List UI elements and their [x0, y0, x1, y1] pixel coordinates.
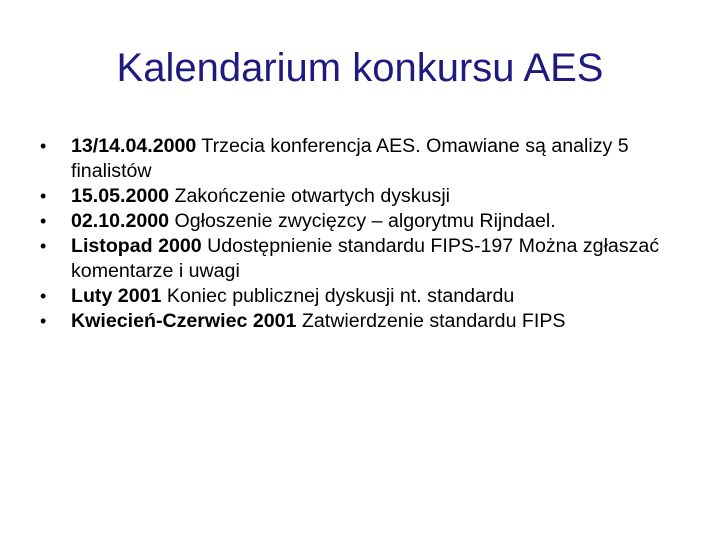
- bullet-icon: •: [40, 311, 47, 331]
- list-item: [40, 309, 700, 334]
- list-item: [40, 234, 700, 284]
- item-date: Luty 2001: [71, 285, 162, 307]
- bullet-icon: •: [40, 186, 47, 206]
- item-text: Koniec publicznej dyskusji nt. standardu: [161, 285, 515, 307]
- list-item: [40, 209, 700, 234]
- item-text: Ogłoszenie zwycięzcy – algorytmu Rijndael.: [169, 210, 556, 232]
- slide-title: Kalendarium konkursu AES: [116, 46, 604, 90]
- item-text: Udostępnienie standardu FIPS-197 Można zgłaszać komentarze i uwagi: [71, 235, 660, 282]
- item-text: Zakończenie otwartych dyskusji: [169, 185, 451, 207]
- bullet-icon: •: [40, 211, 47, 231]
- bullet-icon: •: [40, 236, 47, 256]
- item-text: Trzecia konferencja AES. Omawiane są analizy 5 finalistów: [71, 135, 629, 182]
- list-item: [40, 134, 700, 184]
- bullet-icon: •: [40, 286, 47, 306]
- item-text: Zatwierdzenie standardu FIPS: [296, 310, 566, 332]
- bullet-icon: •: [40, 136, 47, 156]
- list-item: [40, 184, 700, 209]
- bullet-list: [40, 134, 700, 334]
- item-date: Kwiecień-Czerwiec 2001: [71, 310, 297, 332]
- item-date: 02.10.2000: [71, 210, 170, 232]
- item-date: Listopad 2000: [71, 235, 202, 257]
- item-date: 15.05.2000: [71, 185, 170, 207]
- item-date: 13/14.04.2000: [71, 135, 197, 157]
- list-item: [40, 284, 700, 309]
